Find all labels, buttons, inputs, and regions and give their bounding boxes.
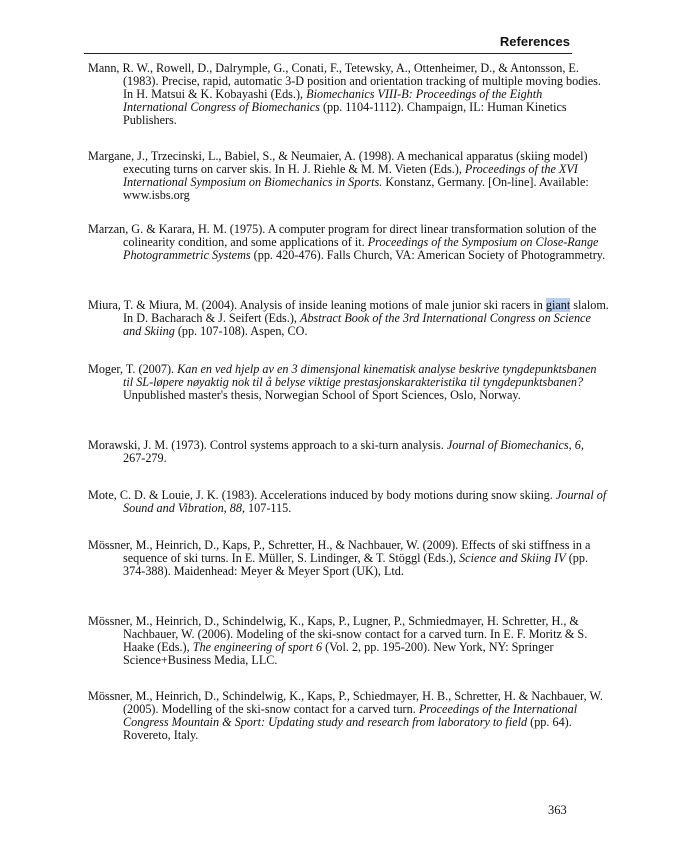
reference-entry [88,489,609,515]
reference-italic-title: Journal of Biomechanics, 6, [446,438,584,452]
reference-text: (pp. 420-476). Falls Church, VA: American Society of Photogrammetry. [250,248,606,263]
reference-italic-title: Biomechanics VIII-B: Proceedings of the Eighth International Congress of Biomechanics [123,87,543,115]
reference-text: Moger, T. (2007). [88,362,178,376]
reference-italic-title: Proceedings of the International Congress Mountain & Sport: Updating study and research from laboratory to field [123,702,578,730]
reference-text: 107-115. [245,501,292,516]
header-rule [84,53,572,54]
reference-italic-title: Science and Skiing IV [459,551,566,566]
reference-italic-title: Proceedings of the XVI International Symposium on Biomechanics in Sports. [123,162,578,190]
reference-text: Morawski, J. M. (1973). Control systems approach to a ski-turn analysis. [88,438,447,452]
reference-entry [88,539,609,578]
selected-text-highlight: giant [545,298,571,312]
reference-text: Miura, T. & Miura, M. (2004). Analysis of inside leaning motions of male junior ski racers in [88,298,546,312]
reference-text: Mössner, M., Heinrich, D., Kaps, P., Schretter, H., & Nachbauer, W. (2009). Effects of ski stiffness in a sequence of ski turns. In E. Müller, S. Lindinger, & T. Stöggl (Eds.), [88,538,591,566]
reference-text: Mann, R. W., Rowell, D., Dalrymple, G., Conati, F., Tetewsky, A., Ottenheimer, D., & Antonsson, E. (1983). Precise, rapid, automatic 3-D position and orientation tracking of multiple moving bodies. In H. Matsui & K. Kobayashi (Eds.), [88,61,601,102]
reference-entry [88,299,609,338]
reference-entry [88,439,609,465]
reference-entry [88,690,609,742]
reference-text: (pp. 374-388). Maidenhead: Meyer & Meyer Sport (UK), Ltd. [123,551,589,579]
running-header: References [499,34,570,49]
reference-entry [88,62,609,127]
reference-italic-title: Proceedings of the Symposium on Close-Range Photogrammetric Systems [123,235,599,263]
reference-text: Mössner, M., Heinrich, D., Schindelwig, K., Kaps, P., Schiedmayer, H. B., Schretter, H. & Nachbauer, W. (2005). Modelling of the ski-snow contact for a carved turn. [88,689,603,717]
reference-text: Mote, C. D. & Louie, J. K. (1983). Accelerations induced by body motions during snow skiing. [88,488,556,502]
reference-entry [88,363,609,402]
reference-italic-title: Journal of Sound and Vibration, 88, [123,488,607,516]
reference-entry [88,615,609,667]
reference-text: (pp. 107-108). Aspen, CO. [174,324,308,339]
reference-text: (pp. 1104-1112). Champaign, IL: Human Kinetics Publishers. [123,100,567,128]
reference-italic-title: Abstract Book of the 3rd International Congress on Science and Skiing [123,311,591,339]
reference-italic-title: Kan en ved hjelp av en 3 dimensjonal kinematisk analyse beskrive tyngdepunktsbanen til SL-løpere nøyaktig nok til å belyse viktige prestasjonskarakteristika til tyngdepunktsbanen? [123,362,597,390]
reference-text: Mössner, M., Heinrich, D., Schindelwig, K., Kaps, P., Lugner, P., Schmiedmayer, H. Schretter, H., & Nachbauer, W. (2006). Modeling of the ski-snow contact for a carved turn. In E. F. Moritz & S. Haake (Eds.), [88,614,588,655]
reference-text: 267-279. [123,451,167,466]
reference-text: Marzan, G. & Karara, H. M. (1975). A computer program for direct linear transformation solution of the colinearity condition, and some applications of it. [88,222,597,250]
page-number: 363 [548,803,567,817]
reference-italic-title: The engineering of sport 6 [192,640,323,655]
reference-entry [88,150,609,202]
reference-text: Konstanz, Germany. [On-line]. Available: www.isbs.org [123,175,589,203]
reference-text: Margane, J., Trzecinski, L., Babiel, S., & Neumaier, A. (1998). A mechanical apparatus (skiing model) executing turns on carver skis. In H. J. Riehle & M. M. Vieten (Eds.), [88,149,588,177]
reference-entry [88,223,609,262]
reference-text: (pp. 64). Rovereto, Italy. [123,715,572,743]
reference-text: (Vol. 2, pp. 195-200). New York, NY: Springer Science+Business Media, LLC. [123,640,554,668]
reference-text: slalom. In D. Bacharach & J. Seifert (Eds.), [123,298,609,326]
reference-text: Unpublished master's thesis, Norwegian School of Sport Sciences, Oslo, Norway. [123,388,521,403]
